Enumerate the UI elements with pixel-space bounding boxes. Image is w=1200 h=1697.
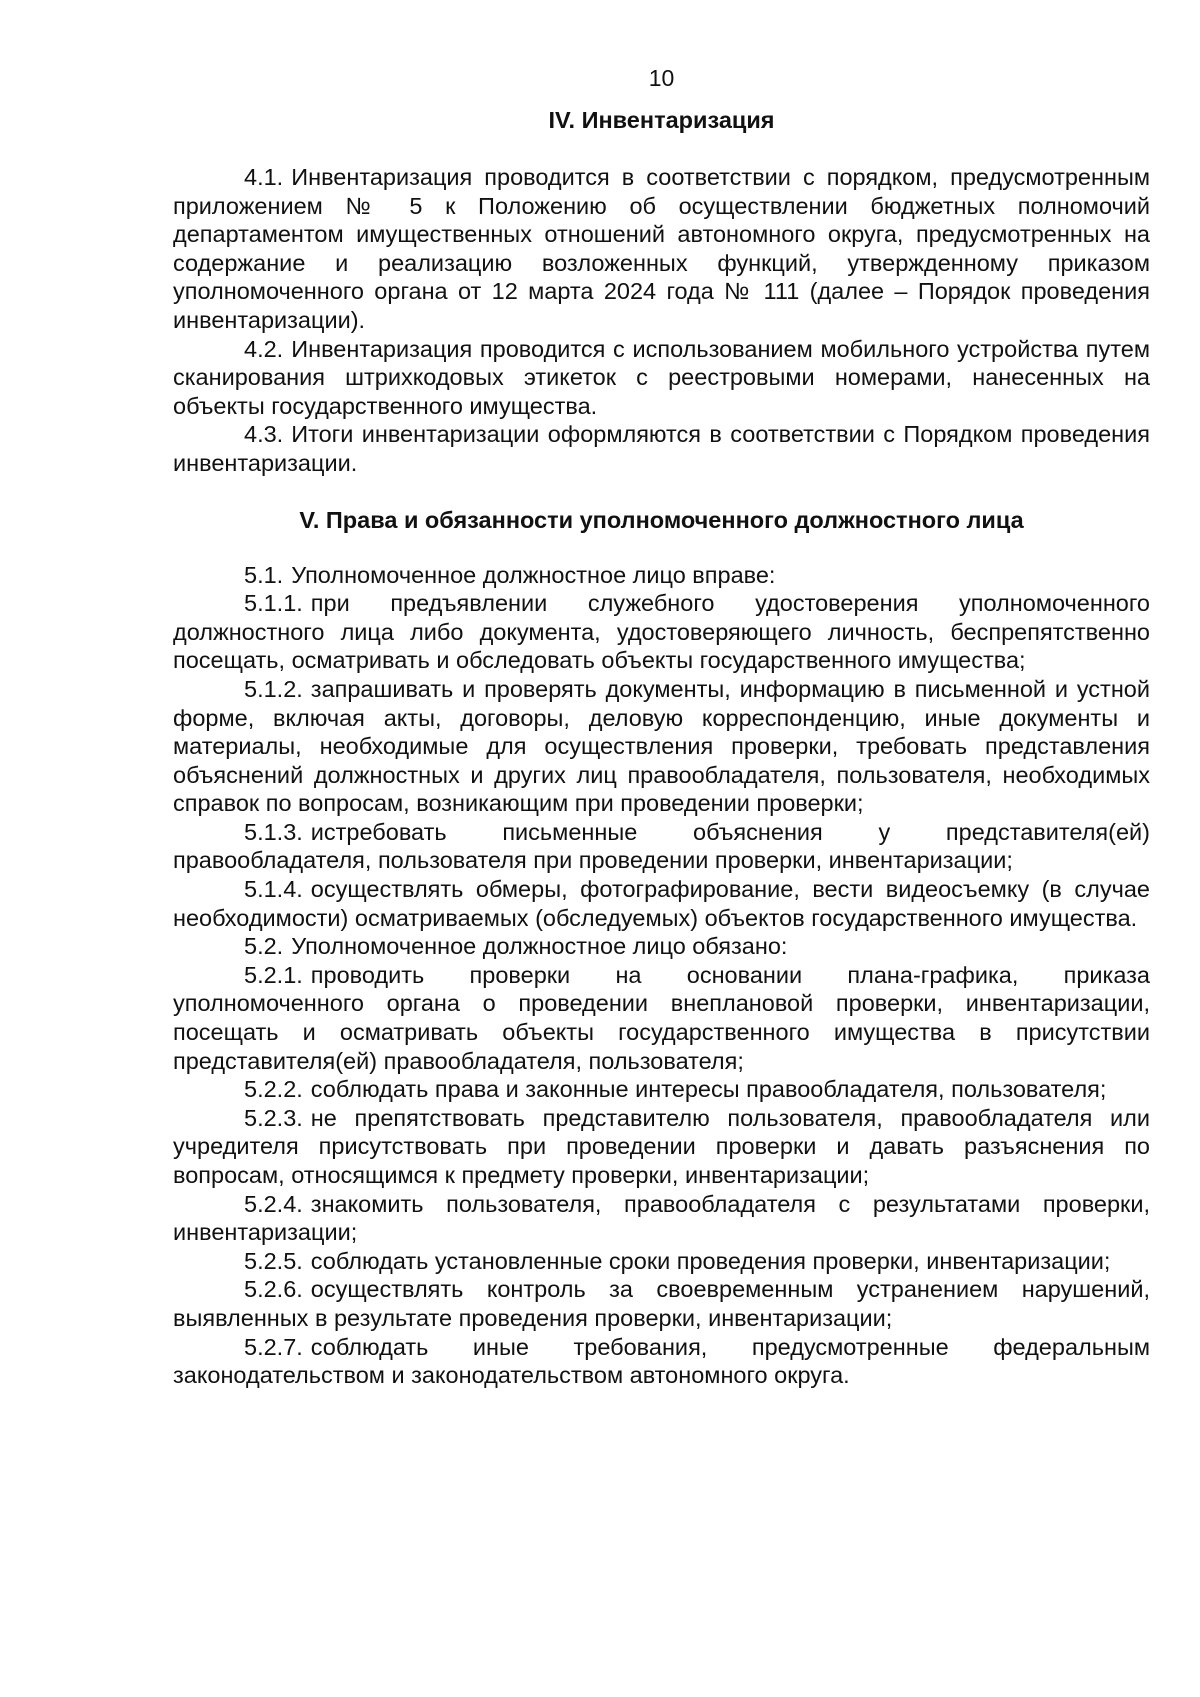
paragraph-number: 4.2. [244,335,284,362]
paragraph-number: 5.2.1. [244,961,303,988]
paragraph-5-2-5 [173,1247,1150,1276]
paragraph-text: проводить проверки на основании плана-графика, приказа уполномоченного органа о проведении внеплановой проверки, инвентаризации, посещать и осматривать объекты государственного имущества в присутствии представителя(ей) правообладателя, пользователя; [173,961,1150,1074]
paragraph-text: знакомить пользователя, правообладателя с результатами проверки, инвентаризации; [173,1190,1150,1246]
paragraph-5-2-3 [173,1104,1150,1190]
paragraph-number: 5.1.4. [244,876,303,903]
paragraph-5-2-2 [173,1075,1150,1104]
paragraph-4-3 [173,420,1150,477]
paragraph-number: 5.1.2. [244,675,303,702]
paragraph-text: запрашивать и проверять документы, информацию в письменной и устной форме, включая акты, договоры, деловую корреспонденцию, иные документы и материалы, необходимые для осуществления проверки, требовать представления объяснений должностных и других лиц правообладателя, пользователя, необходимых справок по вопросам, возникающим при проведении проверки; [173,675,1150,817]
paragraph-4-1 [173,163,1150,335]
paragraph-5-2-6 [173,1275,1150,1332]
paragraph-number: 5.1.1. [244,590,303,617]
paragraph-number: 4.1. [244,164,284,190]
paragraph-number: 5.2.3. [244,1104,303,1131]
paragraph-5-1 [173,561,1150,590]
paragraph-5-2-4 [173,1190,1150,1247]
paragraph-5-2-7 [173,1333,1150,1390]
paragraph-number: 5.2.2. [244,1076,303,1103]
section-5-heading: V. Права и обязанности уполномоченного должностного лица [299,506,1024,533]
section-5-body [173,561,1150,1390]
paragraph-5-1-4 [173,875,1150,932]
paragraph-number: 5.2.7. [244,1333,303,1360]
paragraph-5-1-3 [173,818,1150,875]
paragraph-5-2 [173,932,1150,961]
paragraph-text: при предъявлении служебного удостоверения уполномоченного должностного лица либо документа, удостоверяющего личность, беспрепятственно посещать, осматривать и обследовать объекты государственного имущества; [173,590,1150,674]
paragraph-text: Уполномоченное должностное лицо вправе: [291,561,776,588]
paragraph-number: 5.1. [244,561,284,588]
paragraph-number: 5.1.3. [244,818,303,845]
paragraph-text: Итоги инвентаризации оформляются в соответствии с Порядком проведения инвентаризации. [173,421,1150,476]
paragraph-text: Инвентаризация проводится с использованием мобильного устройства путем сканирования штрихкодовых этикеток с реестровыми номерами, нанесенных на объекты государственного имущества. [173,335,1150,419]
page-number: 10 [648,65,675,91]
paragraph-5-1-2 [173,675,1150,818]
paragraph-text: соблюдать права и законные интересы правообладателя, пользователя; [310,1076,1107,1103]
paragraph-4-2 [173,335,1150,421]
paragraph-number: 5.2. [244,933,284,960]
paragraph-text: осуществлять обмеры, фотографирование, вести видеосъемку (в случае необходимости) осматриваемых (обследуемых) объектов государственного имущества. [173,876,1150,931]
section-4-body [173,163,1150,478]
paragraph-text: осуществлять контроль за своевременным устранением нарушений, выявленных в результате проведения проверки, инвентаризации; [173,1276,1150,1331]
paragraph-text: не препятствовать представителю пользователя, правообладателя или учредителя присутствовать при проведении проверки и давать разъяснения по вопросам, относящимся к предмету проверки, инвентаризации; [173,1104,1150,1188]
paragraph-text: Уполномоченное должностное лицо обязано: [291,933,788,960]
paragraph-text: соблюдать установленные сроки проведения проверки, инвентаризации; [310,1247,1111,1274]
paragraph-number: 4.3. [244,421,284,448]
paragraph-number: 5.2.6. [244,1276,303,1303]
section-4-heading: IV. Инвентаризация [548,107,775,133]
paragraph-text: соблюдать иные требования, предусмотренные федеральным законодательством и законодательством автономного округа. [173,1333,1150,1389]
document-page [173,64,1150,1390]
paragraph-number: 5.2.5. [244,1247,303,1274]
paragraph-5-2-1 [173,961,1150,1075]
paragraph-number: 5.2.4. [244,1190,303,1217]
paragraph-text: истребовать письменные объяснения у представителя(ей) правообладателя, пользователя при проведении проверки, инвентаризации; [173,818,1150,874]
paragraph-5-1-1 [173,589,1150,675]
paragraph-text: Инвентаризация проводится в соответствии с порядком, предусмотренным приложением № 5 к Положению об осуществлении бюджетных полномочий департаментом имущественных отношений автономного округа, предусмотренных на содержание и реализацию возложенных функций, утвержденному приказом уполномоченного органа от 12 марта 2024 года № 111 (далее – Порядок проведения инвентаризации). [173,164,1150,333]
